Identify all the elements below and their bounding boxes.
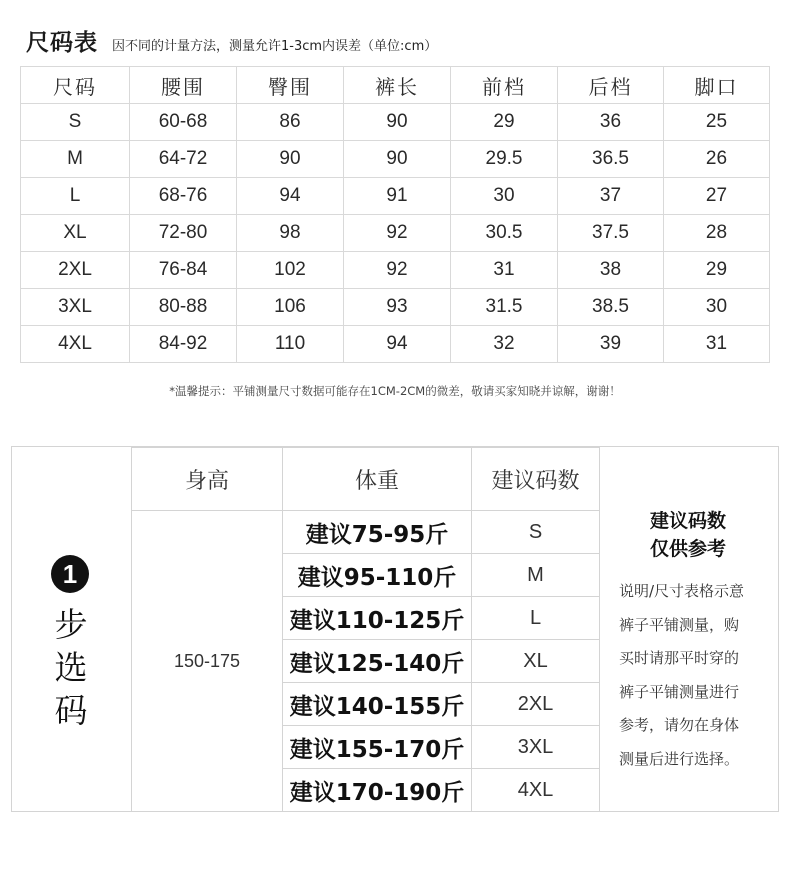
table-cell: 98 xyxy=(237,215,344,252)
table-row xyxy=(21,141,770,178)
table-cell: 29 xyxy=(664,252,770,289)
table-row xyxy=(21,178,770,215)
note-line: 裤子平铺测量，购 xyxy=(619,615,740,634)
size-cell: XL xyxy=(472,640,600,683)
column-header: 腰围 xyxy=(130,67,237,104)
table-cell: 72-80 xyxy=(130,215,237,252)
table-cell: 30 xyxy=(664,289,770,326)
column-header: 后档 xyxy=(558,67,664,104)
note-title-line: 建议码数 xyxy=(649,510,726,532)
table-cell: L xyxy=(21,178,130,215)
table-cell: 3XL xyxy=(21,289,130,326)
size-cell: S xyxy=(472,511,600,554)
step-label xyxy=(49,603,93,732)
column-header: 脚口 xyxy=(664,67,770,104)
weight-cell: 建议95-110斤 xyxy=(283,554,472,597)
table-cell: 110 xyxy=(237,326,344,363)
guide-note xyxy=(599,447,777,811)
table-cell: 94 xyxy=(237,178,344,215)
table-row xyxy=(21,104,770,141)
measurement-note: 因不同的计量方法，测量允许1-3cm内误差（单位:cm） xyxy=(112,39,438,54)
table-row xyxy=(21,289,770,326)
size-cell: M xyxy=(472,554,600,597)
note-line: 测量后进行选择。 xyxy=(619,749,740,768)
table-cell: M xyxy=(21,141,130,178)
column-header: 裤长 xyxy=(344,67,451,104)
weight-cell: 建议125-140斤 xyxy=(283,640,472,683)
note-line: 参考，请勿在身体 xyxy=(619,716,740,734)
guide-table-header xyxy=(132,448,600,511)
table-cell: 36.5 xyxy=(558,141,664,178)
table-cell: 93 xyxy=(344,289,451,326)
table-cell: 39 xyxy=(558,326,664,363)
table-cell: 4XL xyxy=(21,326,130,363)
size-cell: L xyxy=(472,597,600,640)
weight-cell: 建议155-170斤 xyxy=(283,726,472,769)
table-cell: 90 xyxy=(344,141,451,178)
table-cell: 32 xyxy=(451,326,558,363)
table-cell: 31.5 xyxy=(451,289,558,326)
weight-cell: 建议110-125斤 xyxy=(283,597,472,640)
table-cell: 90 xyxy=(237,141,344,178)
step-indicator xyxy=(12,447,132,811)
note-title xyxy=(599,507,777,563)
weight-cell: 建议170-190斤 xyxy=(283,769,472,812)
table-cell: 102 xyxy=(237,252,344,289)
table-cell: 29 xyxy=(451,104,558,141)
table-cell: 94 xyxy=(344,326,451,363)
note-title-line: 仅供参考 xyxy=(649,538,726,560)
note-line: 说明/尺寸表格示意 xyxy=(619,582,745,600)
column-header: 体重 xyxy=(283,448,472,511)
size-cell: 3XL xyxy=(472,726,600,769)
note-line: 裤子平铺测量进行 xyxy=(619,682,740,701)
size-cell: 2XL xyxy=(472,683,600,726)
table-cell: 38.5 xyxy=(558,289,664,326)
table-cell: 25 xyxy=(664,104,770,141)
table-cell: XL xyxy=(21,215,130,252)
note-line: 买时请那平时穿的 xyxy=(619,649,740,667)
size-table xyxy=(20,66,770,363)
table-row xyxy=(21,252,770,289)
table-cell: S xyxy=(21,104,130,141)
header xyxy=(26,24,437,58)
size-table-header xyxy=(21,67,770,104)
table-cell: 28 xyxy=(664,215,770,252)
table-cell: 80-88 xyxy=(130,289,237,326)
column-header: 身高 xyxy=(132,448,283,511)
table-cell: 37.5 xyxy=(558,215,664,252)
table-cell: 91 xyxy=(344,178,451,215)
step-label-char: 步 xyxy=(54,605,88,644)
table-row xyxy=(21,215,770,252)
table-cell: 90 xyxy=(344,104,451,141)
table-cell: 92 xyxy=(344,215,451,252)
table-cell: 36 xyxy=(558,104,664,141)
table-cell: 37 xyxy=(558,178,664,215)
table-cell: 30.5 xyxy=(451,215,558,252)
height-range-cell: 150-175 xyxy=(132,511,283,812)
table-cell: 76-84 xyxy=(130,252,237,289)
size-cell: 4XL xyxy=(472,769,600,812)
page-title: 尺码表 xyxy=(26,30,98,56)
weight-cell: 建议75-95斤 xyxy=(283,511,472,554)
table-cell: 31 xyxy=(451,252,558,289)
table-cell: 64-72 xyxy=(130,141,237,178)
step-label-char: 选 xyxy=(54,648,88,687)
step-number-badge: 1 xyxy=(51,555,89,593)
size-guide-table xyxy=(131,447,600,812)
table-cell: 31 xyxy=(664,326,770,363)
table-cell: 60-68 xyxy=(130,104,237,141)
table-row xyxy=(132,511,600,554)
table-cell: 2XL xyxy=(21,252,130,289)
table-cell: 26 xyxy=(664,141,770,178)
table-row xyxy=(21,326,770,363)
weight-cell: 建议140-155斤 xyxy=(283,683,472,726)
table-cell: 30 xyxy=(451,178,558,215)
column-header: 尺码 xyxy=(21,67,130,104)
tip-text: *温馨提示：平铺测量尺寸数据可能存在1CM-2CM的微差，敬请买家知晓并谅解，谢谢！ xyxy=(169,384,621,398)
table-cell: 84-92 xyxy=(130,326,237,363)
table-cell: 29.5 xyxy=(451,141,558,178)
column-header: 前档 xyxy=(451,67,558,104)
table-cell: 38 xyxy=(558,252,664,289)
step-label-char: 码 xyxy=(54,691,88,730)
table-cell: 106 xyxy=(237,289,344,326)
table-cell: 92 xyxy=(344,252,451,289)
table-cell: 27 xyxy=(664,178,770,215)
column-header: 臀围 xyxy=(237,67,344,104)
table-cell: 86 xyxy=(237,104,344,141)
note-body xyxy=(619,575,769,776)
table-cell: 68-76 xyxy=(130,178,237,215)
column-header: 建议码数 xyxy=(472,448,600,511)
